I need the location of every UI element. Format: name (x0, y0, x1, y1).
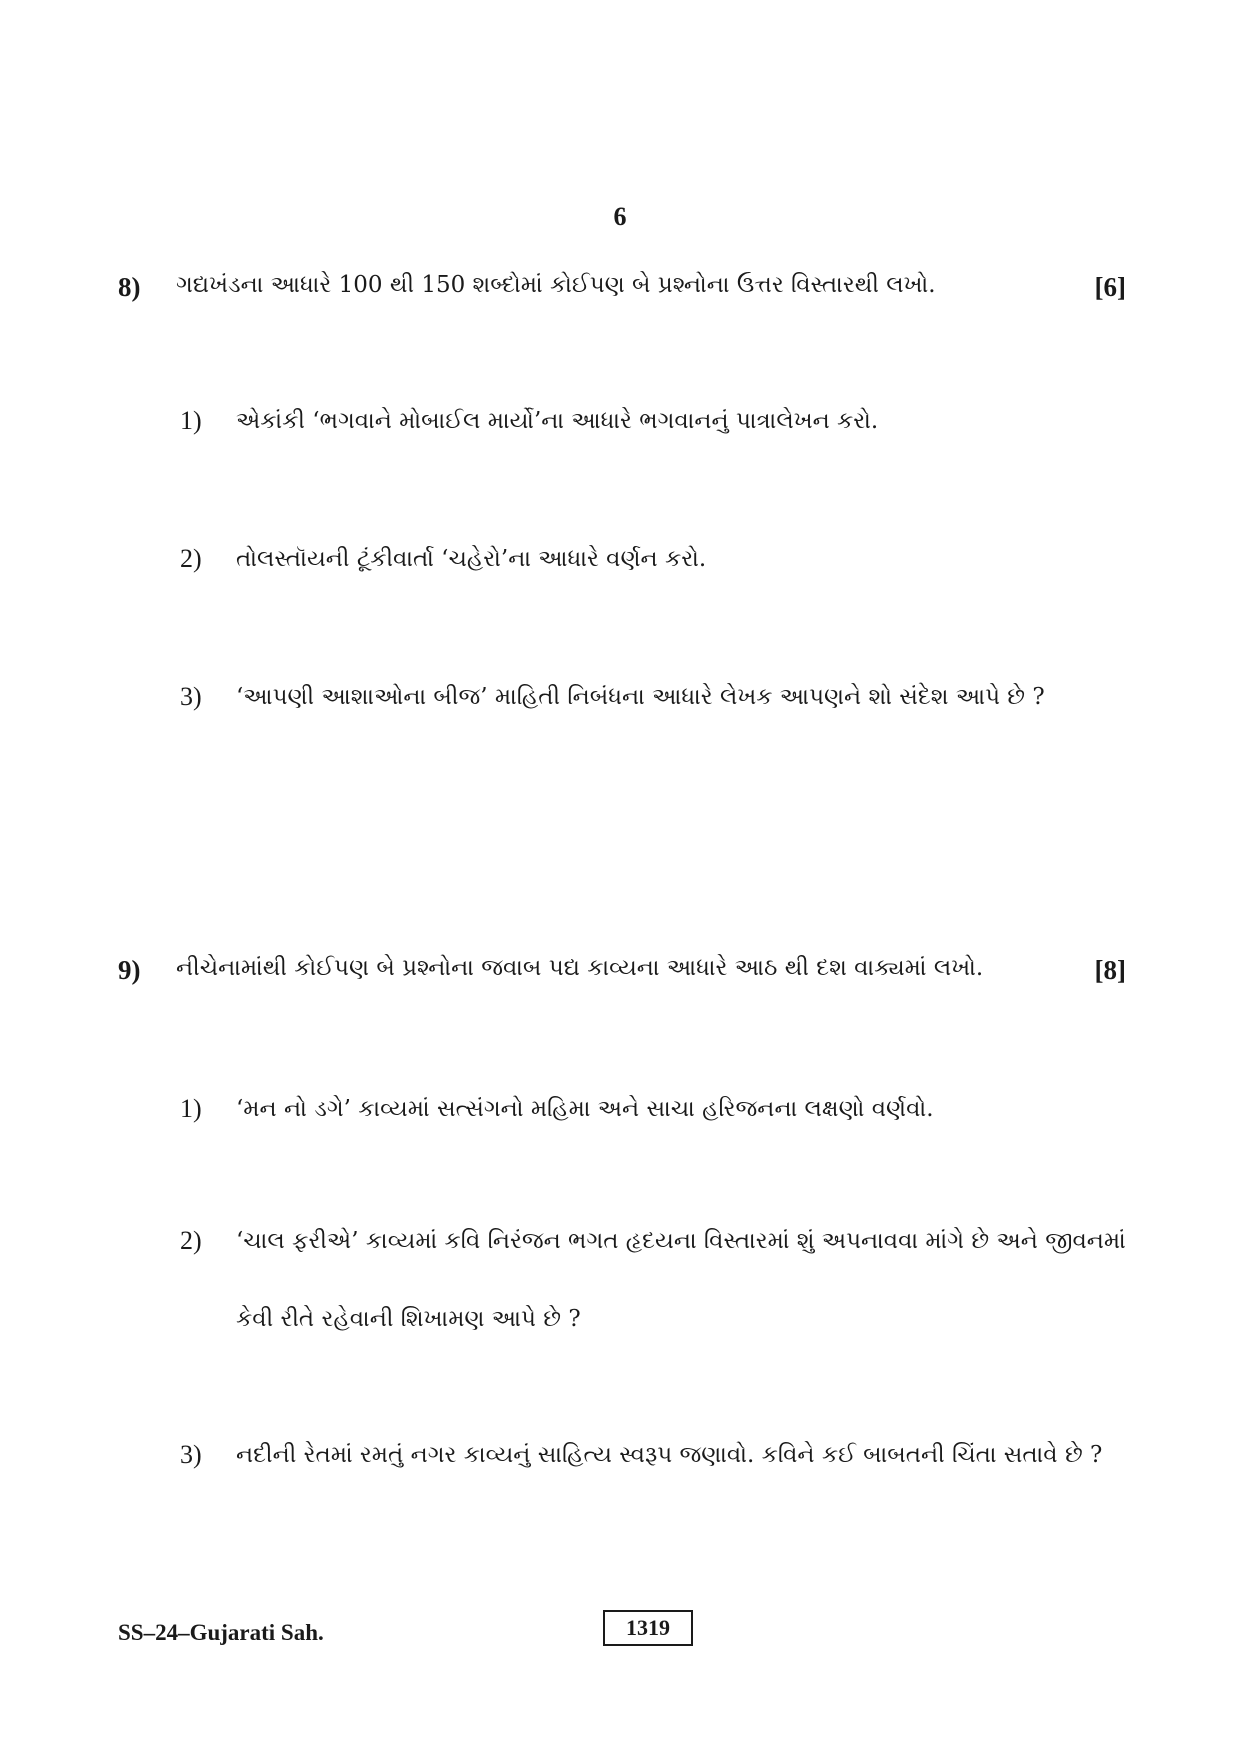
sub-question-number: 3) (180, 1440, 202, 1469)
sub-question-text: ‘ચાલ ફરીએ’ કાવ્યમાં કવિ નિરંજન ભગત હૃદયના વિસ્તારમાં શું અપનાવવા માંગે છે અને જીવનમાં કેવી રીતે રહેવાની શિખામણ આપે છે ? (236, 1228, 1126, 1332)
sub-question-text: એકાંકી ‘ભગવાને મોબાઈલ માર્યો’ના આધારે ભગવાનનું પાત્રાલેખન કરો. (236, 408, 879, 434)
sub-question-number: 2) (180, 544, 202, 573)
sub-question-text: ‘આપણી આશાઓના બીજ’ માહિતી નિબંધના આધારે લેખક આપણને શો સંદેશ આપે છે ? (236, 684, 1045, 710)
paper-number-box: 1319 (603, 1610, 693, 1646)
sub-question-number: 1) (180, 1094, 202, 1123)
sub-question-text: તોલસ્તૉયની ટૂંકીવાર્તા ‘ચહેરો’ના આધારે વર્ણન કરો. (236, 546, 707, 572)
question-marks: [6] (1094, 272, 1126, 302)
page-number: 6 (613, 202, 627, 231)
question-number: 9) (118, 955, 141, 985)
sub-question-number: 1) (180, 406, 202, 435)
question-text: નીચેનામાંથી કોઈપણ બે પ્રશ્નોના જવાબ પદ્ય કાવ્યના આધારે આઠ થી દશ વાક્યમાં લખો. (176, 955, 984, 981)
question-number: 8) (118, 272, 141, 302)
paper-code: SS–24–Gujarati Sah. (118, 1620, 324, 1645)
sub-question-number: 3) (180, 682, 202, 711)
sub-question-text: ‘મન નો ડગે’ કાવ્યમાં સત્સંગનો મહિમા અને સાચા હરિજનના લક્ષણો વર્ણવો. (236, 1096, 934, 1122)
question-marks: [8] (1094, 955, 1126, 985)
question-text: ગદ્યખંડના આધારે 100 થી 150 શબ્દોમાં કોઈપણ બે પ્રશ્નોના ઉત્તર વિસ્તારથી લખો. (176, 272, 936, 298)
sub-question-number: 2) (180, 1226, 202, 1255)
sub-question-text: નદીની રેતમાં રમતું નગર કાવ્યનું સાહિત્ય સ્વરૂપ જણાવો. કવિને કઈ બાબતની ચિંતા સતાવે છે ? (236, 1442, 1103, 1468)
